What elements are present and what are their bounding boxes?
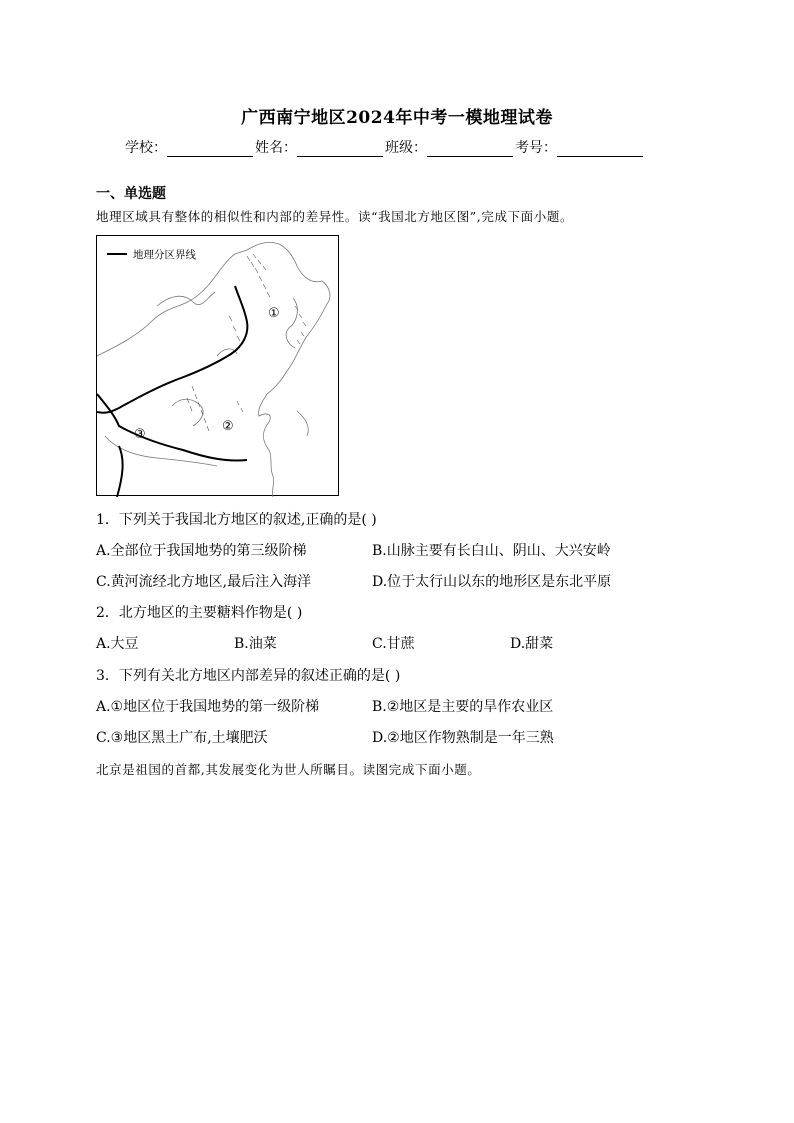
class-blank[interactable] bbox=[427, 142, 513, 157]
map-legend-label: 地理分区界线 bbox=[133, 249, 196, 261]
region-1-marker: ① bbox=[268, 306, 280, 321]
question-3-option-d[interactable]: D.②地区作物熟制是一年三熟 bbox=[372, 730, 554, 746]
class-label: 班级： bbox=[385, 140, 427, 156]
exam-title: 广西南宁地区2024年中考一模地理试卷 bbox=[241, 108, 553, 128]
section-title: 一、单选题 bbox=[96, 186, 166, 202]
school-label: 学校： bbox=[125, 140, 167, 156]
question-3-option-c[interactable]: C.③地区黑土广布,土壤肥沃 bbox=[96, 730, 268, 746]
question-3-option-a[interactable]: A.①地区位于我国地势的第一级阶梯 bbox=[96, 699, 320, 715]
region-3-marker: ③ bbox=[134, 427, 146, 442]
north-china-map bbox=[96, 235, 339, 496]
student-info-line bbox=[125, 137, 645, 157]
question-2-option-d[interactable]: D.甜菜 bbox=[510, 636, 554, 652]
question-1-stem: 1．下列关于我国北方地区的叙述,正确的是( ) bbox=[96, 512, 377, 528]
question-1-option-c[interactable]: C.黄河流经北方地区,最后注入海洋 bbox=[96, 574, 312, 590]
name-label: 姓名： bbox=[255, 140, 297, 156]
school-blank[interactable] bbox=[167, 142, 253, 157]
name-blank[interactable] bbox=[297, 142, 383, 157]
question-2-option-b[interactable]: B.油菜 bbox=[234, 636, 277, 652]
question-1-option-d[interactable]: D.位于太行山以东的地形区是东北平原 bbox=[372, 574, 612, 590]
question-3-stem: 3．下列有关北方地区内部差异的叙述正确的是( ) bbox=[96, 668, 401, 684]
question-1-option-b[interactable]: B.山脉主要有长白山、阴山、大兴安岭 bbox=[372, 543, 611, 559]
question-2-option-a[interactable]: A.大豆 bbox=[96, 636, 139, 652]
question-1-option-a[interactable]: A.全部位于我国地势的第三级阶梯 bbox=[96, 543, 307, 559]
question-group-intro-2: 北京是祖国的首都,其发展变化为世人所瞩目。读图完成下面小题。 bbox=[96, 762, 481, 777]
exam-number-blank[interactable] bbox=[557, 142, 643, 157]
question-2-stem: 2．北方地区的主要糖料作物是( ) bbox=[96, 605, 303, 621]
region-2-marker: ② bbox=[222, 419, 234, 434]
map-drawing bbox=[97, 236, 340, 497]
question-2-option-c[interactable]: C.甘蔗 bbox=[372, 636, 415, 652]
exam-number-label: 考号： bbox=[515, 140, 557, 156]
question-3-option-b[interactable]: B.②地区是主要的旱作农业区 bbox=[372, 699, 554, 715]
question-group-intro: 地理区域具有整体的相似性和内部的差异性。读“我国北方地区图”,完成下面小题。 bbox=[96, 209, 574, 224]
